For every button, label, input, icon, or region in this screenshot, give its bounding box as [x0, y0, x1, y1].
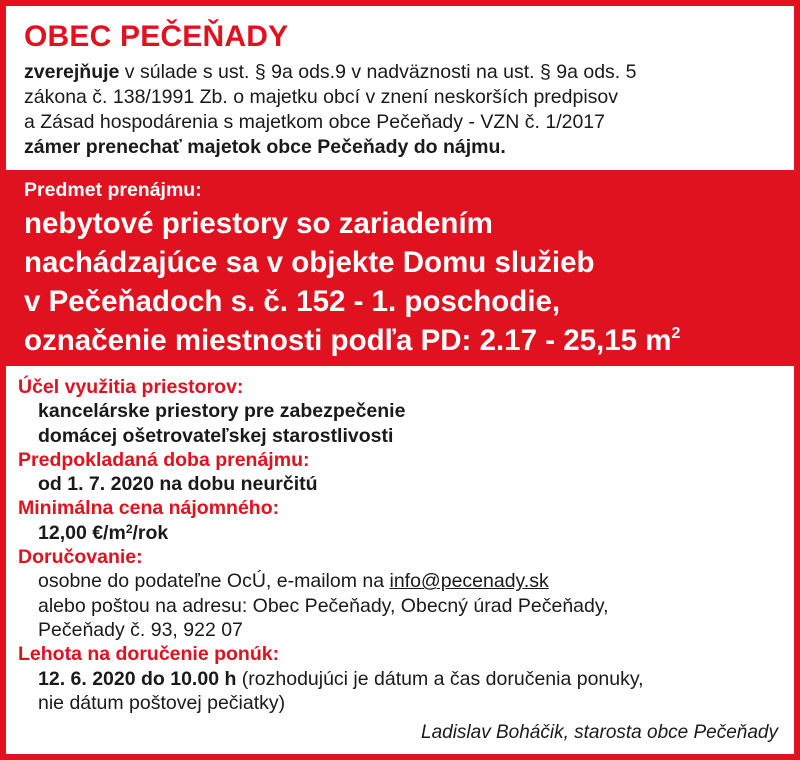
email-link[interactable]: info@pecenady.sk [389, 570, 549, 593]
subject-label: Predmet prenájmu: [24, 179, 202, 201]
intro-text [24, 60, 784, 160]
purpose-line-2: domácej ošetrovateľskej starostlivosti [38, 424, 394, 447]
purpose-line-1: kancelárske priestory pre zabezpečenie [38, 400, 406, 423]
signature: Ladislav Boháčik, starosta obce Pečeňady [421, 722, 778, 743]
purpose-label: Účel využitia priestorov: [18, 376, 244, 398]
delivery-line-1: osobne do podateľne OcÚ, e-mailom na info@pecenady.sk [38, 570, 549, 593]
header-section [24, 20, 784, 160]
intro-line-1-text: v súlade s ust. § 9a ods.9 v nadväznosti na ust. § 9a ods. 5 [119, 61, 637, 83]
area-unit-sup: 2 [671, 325, 681, 342]
duration-label: Predpokladaná doba prenájmu: [18, 448, 310, 471]
details-section [18, 375, 788, 715]
intro-line-1 [24, 60, 784, 85]
delivery-line-2: alebo poštou na adresu: Obec Pečeňady, Obecný úrad Pečeňady, [38, 594, 609, 617]
delivery-label: Doručovanie: [18, 546, 143, 569]
subject-line-1: nebytové priestory so zariadením [24, 207, 493, 240]
price-value: 12,00 $€/m^2$/rok [38, 521, 169, 544]
deadline-line-2: nie dátum poštovej pečiatky) [38, 691, 286, 714]
page-title: OBEC PEČEŇADY [24, 20, 289, 53]
delivery-line-3: Pečeňady č. 93, 922 07 [38, 618, 243, 641]
deadline-line-1: 12. 6. 2020 do 10.00 h (rozhodujúci je dátum a čas doručenia ponuky, [38, 667, 644, 690]
price-label: Minimálna cena nájomného: [18, 497, 280, 520]
intro-line-2: zákona č. 138/1991 Zb. o majetku obcí v znení neskorších predpisov [24, 86, 619, 108]
intro-lead: zverejňuje [24, 61, 120, 83]
subject-band [0, 170, 800, 366]
subject-text [24, 204, 680, 360]
deadline-label: Lehota na doručenie ponúk: [18, 643, 280, 666]
subject-line-4: označenie miestnosti podľa PD: 2.17 - 25,15 $m^2$ [24, 324, 681, 357]
subject-line-2: nachádzajúce sa v objekte Domu služieb [24, 246, 595, 279]
subject-line-3: v Pečeňadoch s. č. 152 - 1. poschodie, [24, 285, 561, 318]
intro-bold-line: zámer prenechať majetok obce Pečeňady do nájmu. [24, 136, 506, 158]
duration-value: od 1. 7. 2020 na dobu neurčitú [38, 473, 318, 496]
intro-line-3: a Zásad hospodárenia s majetkom obce Pečeňady - VZN č. 1/2017 [24, 111, 605, 133]
